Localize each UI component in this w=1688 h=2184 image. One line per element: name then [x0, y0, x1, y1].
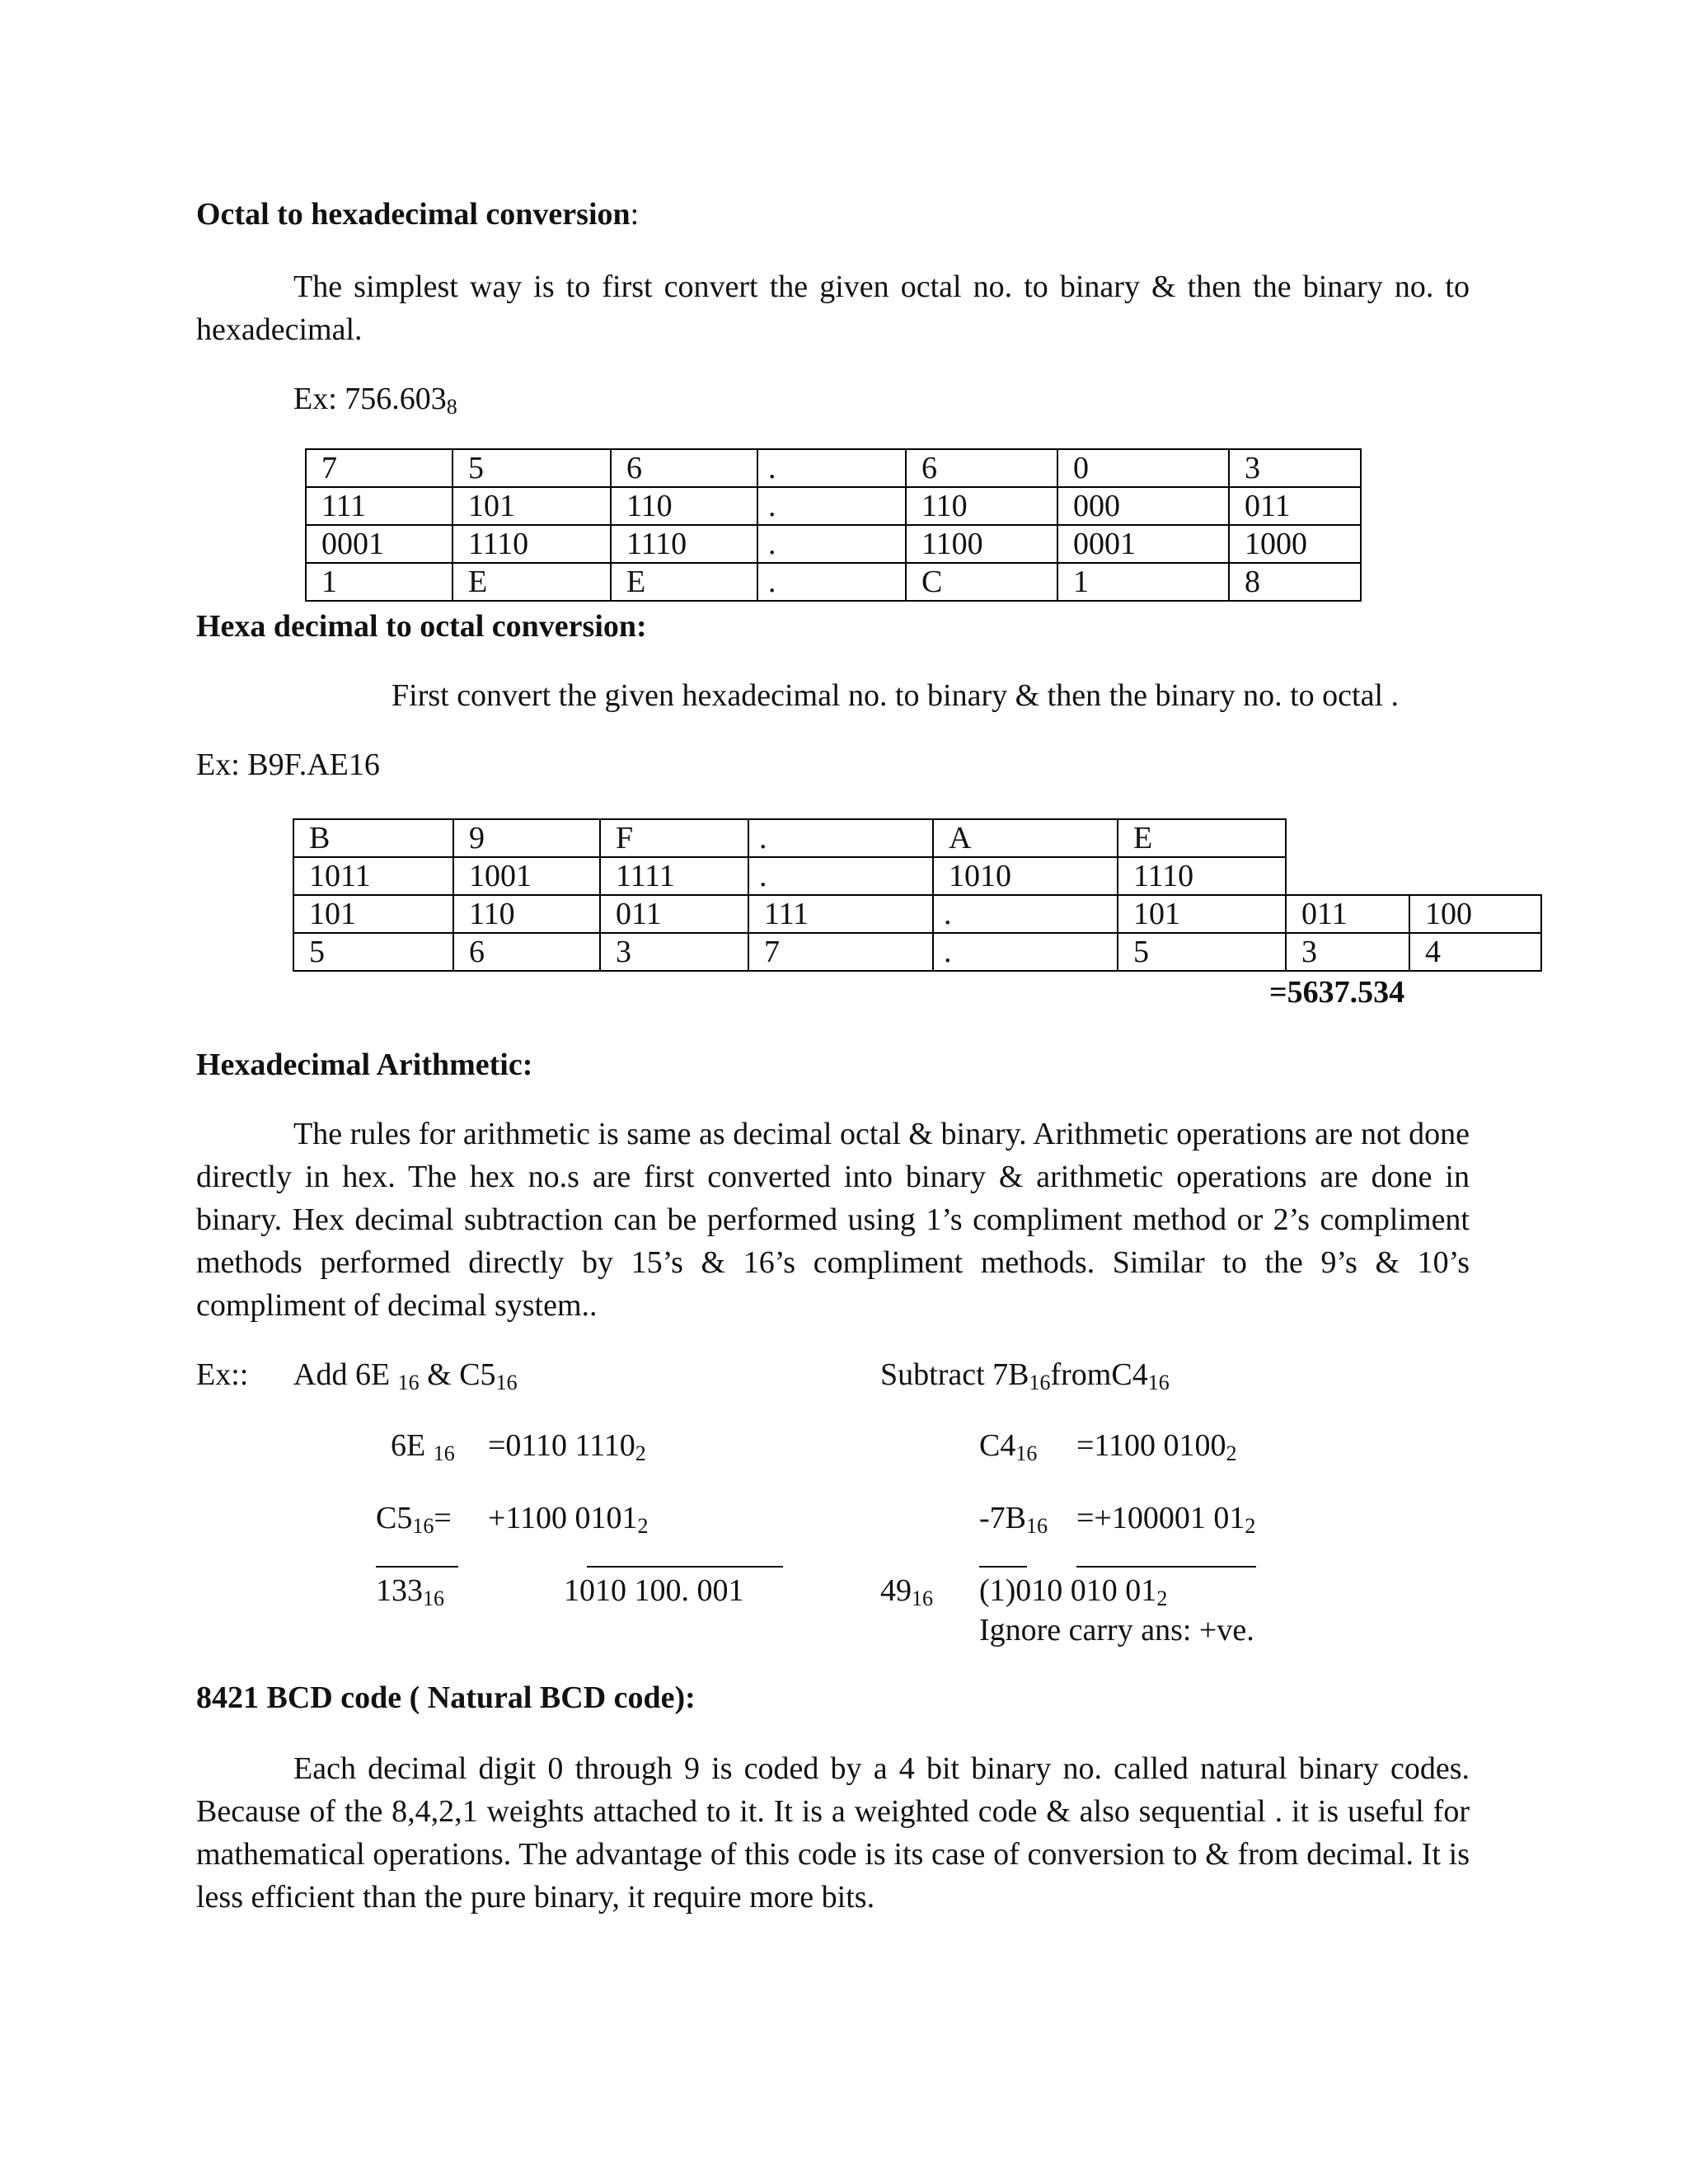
heading-bcd-code: 8421 BCD code ( Natural BCD code): [196, 1680, 696, 1715]
subtract-title-b-base: 16 [1147, 1371, 1170, 1394]
octal-hex-table-cell: 1000 [1229, 525, 1361, 563]
add-row2-lhs-text: C5 [376, 1501, 413, 1535]
add-title-b: & C5 [419, 1357, 496, 1392]
hex-octal-bottom-table-cell: 5 [293, 933, 453, 971]
octal-hex-table-cell: 6 [906, 449, 1057, 487]
add-rule-left [376, 1566, 458, 1568]
paragraph-bcd-code [196, 1747, 1470, 1919]
octal-hex-table-cell: E [611, 563, 757, 601]
hex-octal-bottom-table-row [293, 933, 1541, 971]
hex-to-octal-table-bottom [293, 894, 1542, 972]
example-octal-base: 8 [446, 395, 457, 419]
octal-hex-table-cell: E [452, 563, 611, 601]
sub-row2-lhs-base: 16 [1026, 1514, 1048, 1538]
hex-octal-bottom-table-cell: . [933, 933, 1118, 971]
octal-hex-table-cell: 1110 [611, 525, 757, 563]
hex-octal-bottom-table-cell: . [933, 895, 1118, 933]
hex-octal-bottom-table-cell: 101 [293, 895, 453, 933]
octal-hex-table-cell: 101 [452, 487, 611, 525]
sub-row1-lhs-text: C4 [979, 1428, 1016, 1463]
hex-octal-bottom-table-cell: 7 [748, 933, 933, 971]
octal-hex-table-cell: 1110 [452, 525, 611, 563]
sub-row1-lhs-base: 16 [1015, 1441, 1038, 1465]
sub-note: Ignore carry ans: +ve. [979, 1613, 1254, 1647]
subtract-title-a-base: 16 [1029, 1371, 1051, 1394]
subtract-title-a: Subtract 7B [880, 1357, 1029, 1392]
hex-to-octal-table-top [293, 818, 1287, 896]
sub-result-rhs-base: 2 [1156, 1586, 1168, 1610]
octal-hex-table-cell: 111 [306, 487, 452, 525]
hex-octal-bottom-table-cell: 3 [1286, 933, 1409, 971]
add-row1-rhs [488, 1427, 646, 1464]
example-hex: Ex: B9F.AE16 [196, 748, 380, 782]
octal-hex-table-cell: 0 [1057, 449, 1229, 487]
hex-octal-top-table-cell: 1001 [453, 857, 600, 895]
add-sum-rhs: 1010 100. 001 [564, 1573, 744, 1608]
sub-row1-rhs-text: =1100 0100 [1076, 1428, 1226, 1463]
octal-hex-table-cell: 110 [611, 487, 757, 525]
hex-octal-top-table-cell: B [293, 819, 453, 857]
octal-hex-table-cell: . [757, 563, 906, 601]
hex-octal-top-table-row [293, 857, 1286, 895]
sub-result-lhs-text: 49 [880, 1573, 912, 1608]
example-octal [293, 381, 457, 417]
sub-result-rhs [979, 1572, 1167, 1609]
hex-octal-top-table-cell: E [1118, 819, 1286, 857]
octal-hex-table-cell: . [757, 449, 906, 487]
hex-octal-bottom-table-cell: 6 [453, 933, 600, 971]
hex-octal-bottom-table-cell: 4 [1409, 933, 1541, 971]
octal-hex-table-cell: 6 [611, 449, 757, 487]
example-octal-value: Ex: 756.603 [293, 382, 447, 416]
octal-hex-table-row [306, 525, 1361, 563]
sub-result-lhs-base: 16 [912, 1586, 933, 1610]
octal-hex-table-cell: . [757, 525, 906, 563]
example-label: Ex:: [196, 1357, 249, 1392]
octal-hex-table-row [306, 449, 1361, 487]
hex-octal-bottom-table-cell: 101 [1118, 895, 1286, 933]
octal-hex-table-row [306, 487, 1361, 525]
paragraph-text: The simplest way is to first convert the given octal no. to binary & then the binary no. to hexadecimal. [196, 269, 1470, 347]
octal-to-hex-table [305, 448, 1362, 602]
add-row1-rhs-text: =0110 1110 [488, 1428, 635, 1463]
add-title-a-base: 16 [397, 1371, 420, 1394]
add-row2-rhs-base: 2 [637, 1514, 649, 1538]
add-title [293, 1357, 518, 1393]
add-row1-lhs-text: 6E [391, 1428, 434, 1463]
subtract-title [880, 1357, 1170, 1393]
heading-hex-arithmetic: Hexadecimal Arithmetic: [196, 1047, 533, 1082]
hex-octal-top-table-cell: 1011 [293, 857, 453, 895]
hex-octal-top-table-cell: 1111 [600, 857, 748, 895]
heading-colon: : [630, 197, 640, 232]
sub-result-lhs [880, 1572, 933, 1609]
octal-hex-table-row [306, 563, 1361, 601]
hex-octal-bottom-table-cell: 111 [748, 895, 933, 933]
hex-octal-top-table-cell: . [748, 857, 933, 895]
hex-octal-bottom-table-cell: 3 [600, 933, 748, 971]
octal-hex-table-cell: 1 [306, 563, 452, 601]
hex-octal-top-table-cell: 1110 [1118, 857, 1286, 895]
sub-row2-rhs [1076, 1500, 1255, 1536]
paragraph-hex-arithmetic [196, 1113, 1470, 1327]
heading-text: Octal to hexadecimal conversion [196, 197, 631, 232]
add-row2-rhs [488, 1500, 649, 1536]
add-rule-right [587, 1566, 783, 1568]
octal-hex-table-cell: 110 [906, 487, 1057, 525]
sub-row1-rhs-base: 2 [1226, 1441, 1237, 1465]
hex-octal-bottom-table-cell: 100 [1409, 895, 1541, 933]
sub-row1-lhs [979, 1427, 1037, 1464]
subtract-title-b: fromC4 [1050, 1357, 1148, 1392]
add-row2-lhs-equals: = [434, 1501, 452, 1535]
sub-row2-rhs-base: 2 [1245, 1514, 1256, 1538]
octal-hex-table-cell: 1100 [906, 525, 1057, 563]
octal-hex-table-cell: 000 [1057, 487, 1229, 525]
add-sum-lhs [376, 1572, 444, 1609]
paragraph-hex-to-octal: First convert the given hexadecimal no. to binary & then the binary no. to octal . [392, 678, 1400, 713]
hex-octal-bottom-table-cell: 110 [453, 895, 600, 933]
octal-hex-table-cell: 3 [1229, 449, 1361, 487]
add-title-a: Add 6E [293, 1357, 398, 1392]
hex-octal-top-table-cell: . [748, 819, 933, 857]
sub-result-rhs-text: (1)010 010 01 [979, 1573, 1157, 1608]
sub-row2-rhs-text: =+100001 01 [1076, 1501, 1245, 1535]
conversion-result: =5637.534 [1269, 975, 1405, 1010]
sub-rule-left [979, 1566, 1027, 1568]
hex-octal-bottom-table-row [293, 895, 1541, 933]
paragraph-octal-to-hex [196, 265, 1470, 351]
add-row2-rhs-text: +1100 0101 [488, 1501, 638, 1535]
octal-hex-table-cell: 1 [1057, 563, 1229, 601]
hex-octal-bottom-table-cell: 011 [600, 895, 748, 933]
octal-hex-table-cell: C [906, 563, 1057, 601]
paragraph-text: Each decimal digit 0 through 9 is coded by a 4 bit binary no. called natural binary codes. Because of the 8,4,2,1 weights attached to it. It is a weighted code & also sequential . it is useful for mathematical operations. The advantage of this code is its case of conversion to & from decimal. It is less efficient than the pure binary, it require more bits. [196, 1751, 1470, 1915]
sub-row1-rhs [1076, 1427, 1237, 1464]
octal-hex-table-cell: 7 [306, 449, 452, 487]
add-sum-lhs-base: 16 [423, 1586, 444, 1610]
add-sum-lhs-text: 133 [376, 1573, 423, 1608]
add-row1-lhs-base: 16 [433, 1441, 455, 1465]
octal-hex-table-cell: 0001 [1057, 525, 1229, 563]
hex-octal-top-table-cell: 1010 [933, 857, 1118, 895]
octal-hex-table-cell: 011 [1229, 487, 1361, 525]
sub-rule-right [1076, 1566, 1256, 1568]
hex-octal-top-table-cell: A [933, 819, 1118, 857]
octal-hex-table-cell: 8 [1229, 563, 1361, 601]
add-row2-lhs-base: 16 [412, 1514, 434, 1538]
add-row1-rhs-base: 2 [635, 1441, 646, 1465]
add-row1-lhs [391, 1427, 455, 1464]
add-title-b-base: 16 [495, 1371, 518, 1394]
heading-octal-to-hex [196, 196, 639, 232]
hex-octal-bottom-table-cell: 011 [1286, 895, 1409, 933]
octal-hex-table-cell: . [757, 487, 906, 525]
sub-row2-lhs-text: -7B [979, 1501, 1026, 1535]
hex-octal-top-table-cell: F [600, 819, 748, 857]
heading-hex-to-octal: Hexa decimal to octal conversion: [196, 609, 647, 644]
hex-octal-top-table-row [293, 819, 1286, 857]
octal-hex-table-cell: 0001 [306, 525, 452, 563]
hex-octal-top-table-cell: 9 [453, 819, 600, 857]
octal-hex-table-cell: 5 [452, 449, 611, 487]
add-row2-lhs [376, 1500, 452, 1536]
paragraph-text: The rules for arithmetic is same as decimal octal & binary. Arithmetic operations are not done directly in hex. The hex no.s are first converted into binary & arithmetic operations are done in binary. Hex decimal subtraction can be performed using 1’s compliment method or 2’s compliment methods performed directly by 15’s & 16’s compliment methods. Similar to the 9’s & 10’s compliment of decimal system.. [196, 1117, 1470, 1323]
hex-octal-bottom-table-cell: 5 [1118, 933, 1286, 971]
sub-row2-lhs [979, 1500, 1048, 1536]
